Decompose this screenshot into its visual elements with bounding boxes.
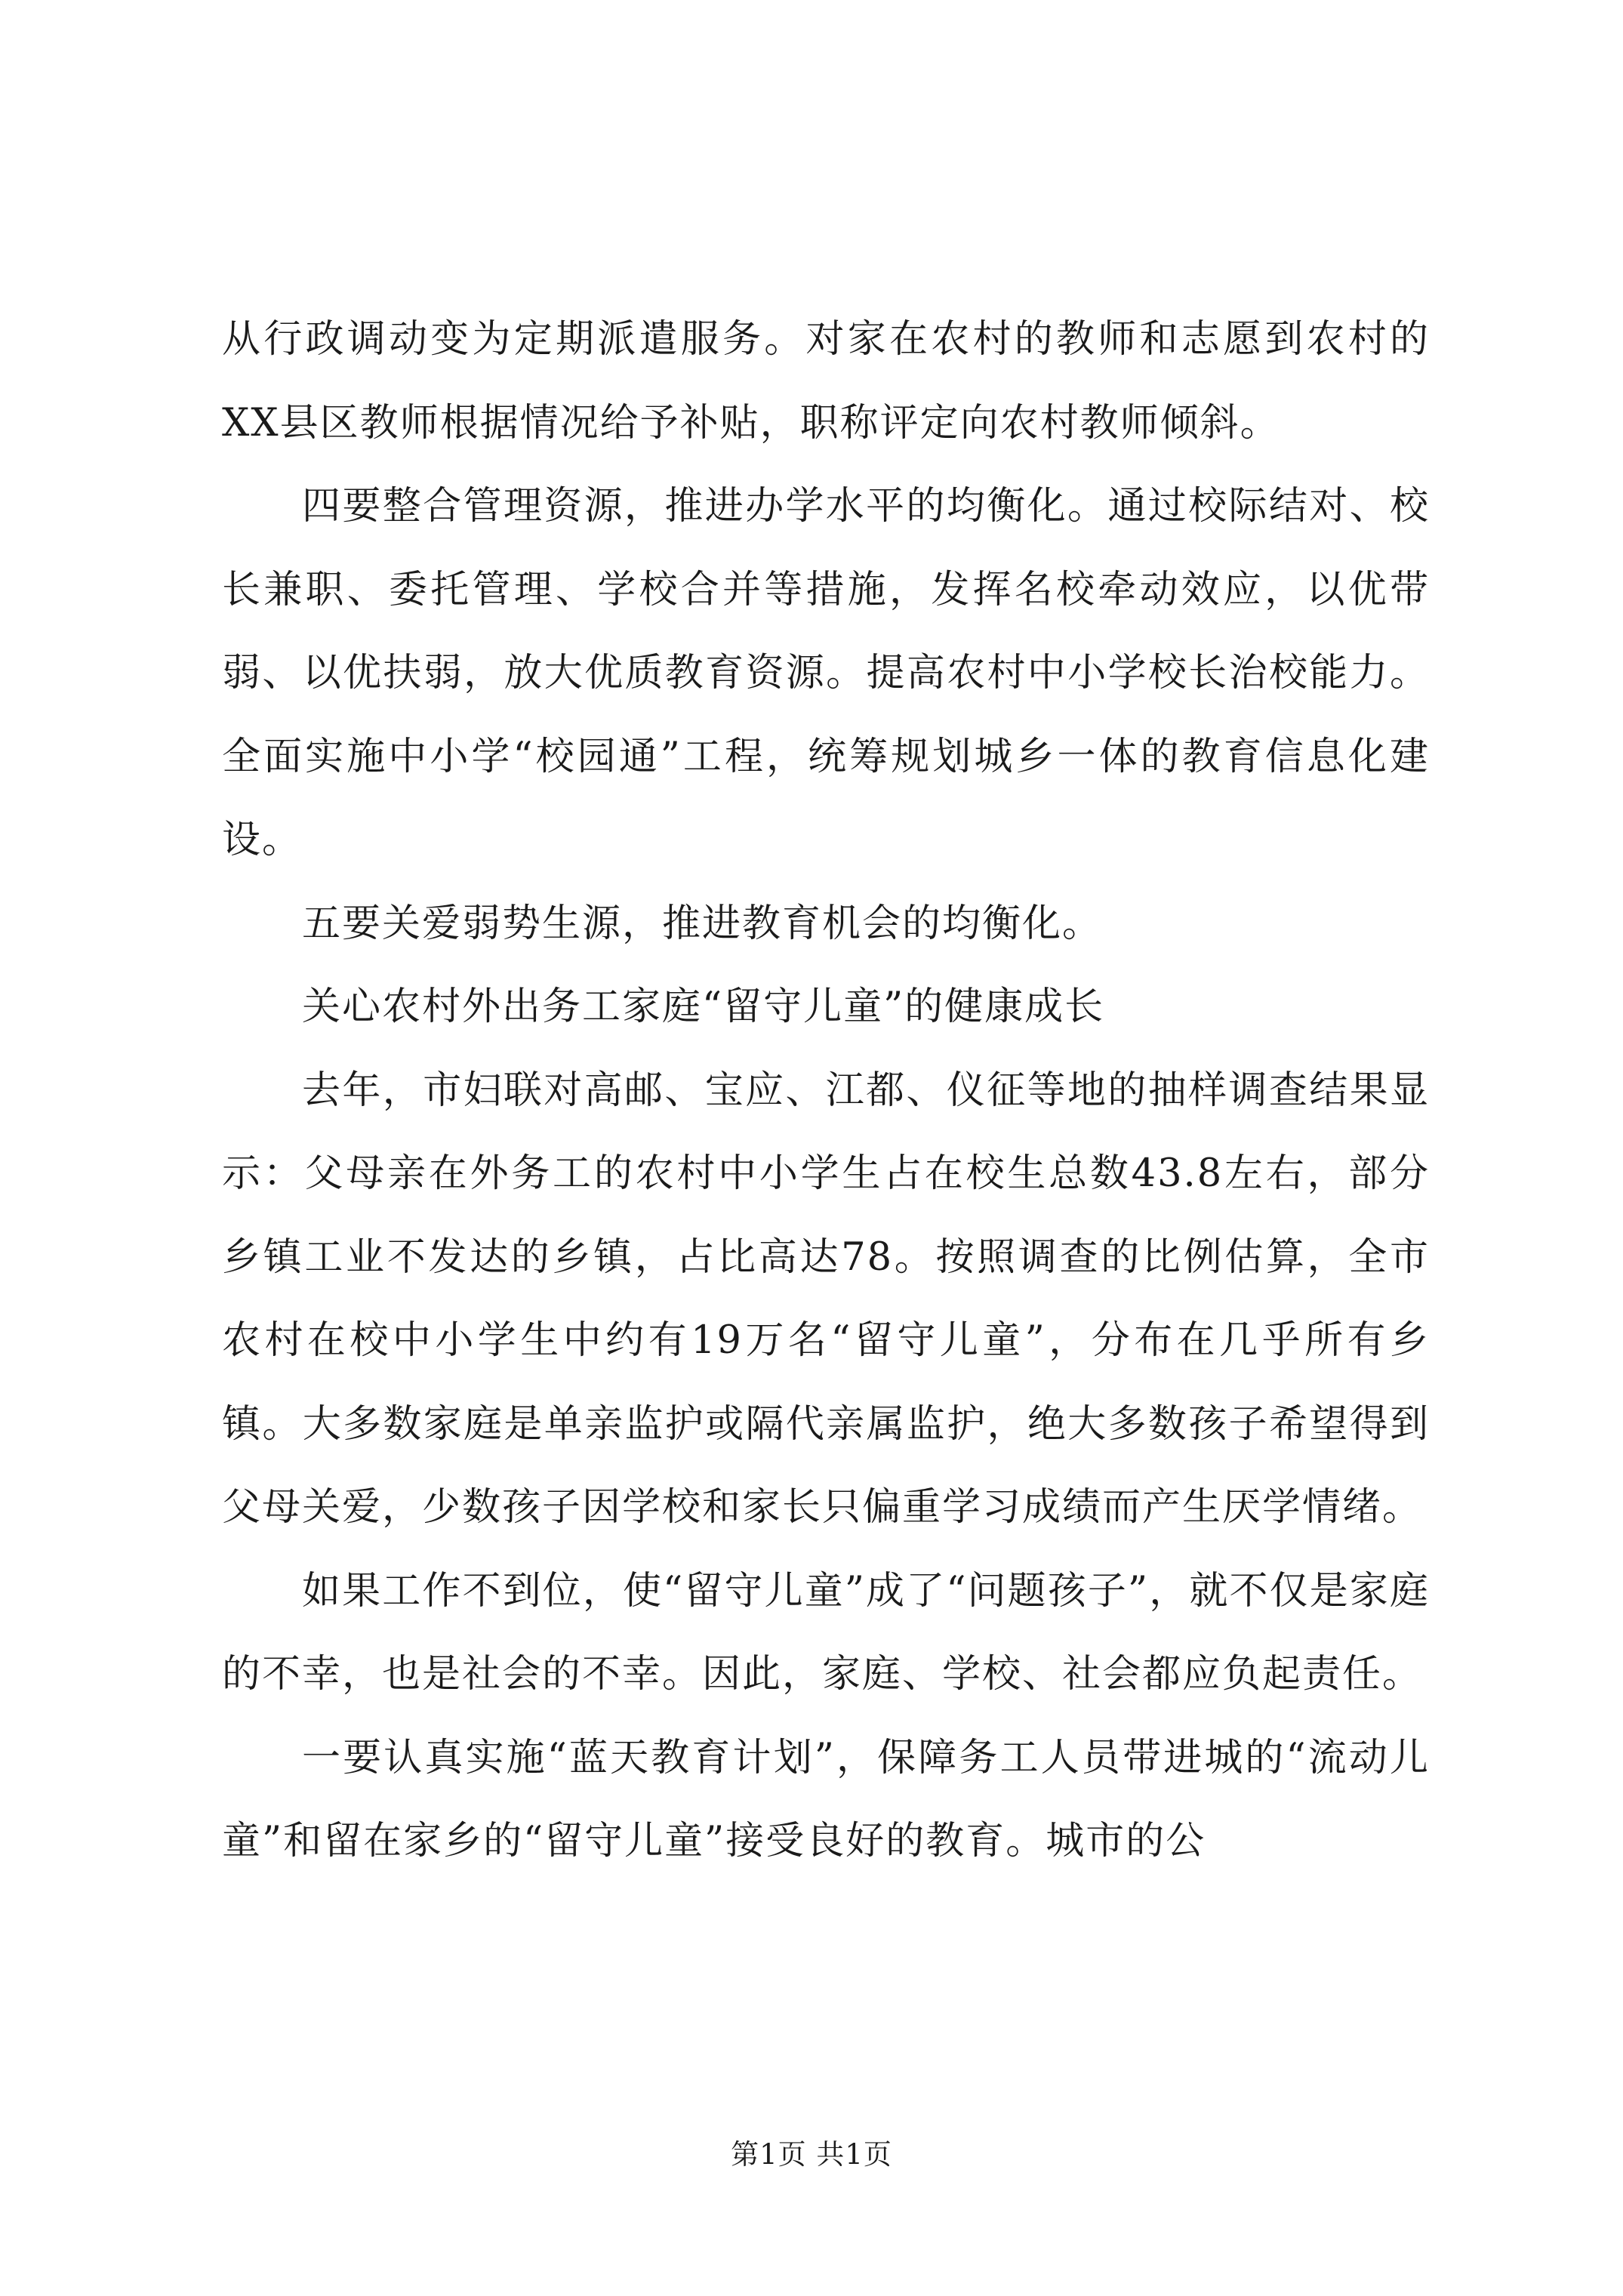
paragraph-1: 从行政调动变为定期派遣服务。对家在农村的教师和志愿到农村的XX县区教师根据情况给予补贴，职称评定向农村教师倾斜。 xyxy=(222,317,1430,445)
paragraph-4: 关心农村外出务工家庭“留守儿童”的健康成长 xyxy=(302,985,1105,1029)
body-text xyxy=(222,298,1430,1884)
paragraph-6: 如果工作不到位，使“留守儿童”成了“问题孩子”，就不仅是家庭的不幸，也是社会的不幸。因此，家庭、学校、社会都应负起责任。 xyxy=(222,1568,1430,1697)
paragraph-3: 五要关爱弱势生源，推进教育机会的均衡化。 xyxy=(302,901,1103,946)
page-footer: 第1页 共1页 xyxy=(731,2138,892,2171)
paragraph-2: 四要整合管理资源，推进办学水平的均衡化。通过校际结对、校长兼职、委托管理、学校合并等措施，发挥名校牵动效应，以优带弱、以优扶弱，放大优质教育资源。提高农村中小学校长治校能力。全面实施中小学“校园通”工程，统筹规划城乡一体的教育信息化建设。 xyxy=(222,484,1430,862)
paragraph-7: 一要认真实施“蓝天教育计划”，保障务工人员带进城的“流动儿童”和留在家乡的“留守儿童”接受良好的教育。城市的公 xyxy=(222,1735,1430,1863)
paragraph-5: 去年，市妇联对高邮、宝应、江都、仪征等地的抽样调查结果显示：父母亲在外务工的农村中小学生占在校生总数43.8左右，部分乡镇工业不发达的乡镇，占比高达78。按照调查的比例估算，全市农村在校中小学生中约有19万名“留守儿童”，分布在几乎所有乡镇。大多数家庭是单亲监护或隔代亲属监护，绝大多数孩子希望得到父母关爱，少数孩子因学校和家长只偏重学习成绩而产生厌学情绪。 xyxy=(222,1068,1430,1530)
